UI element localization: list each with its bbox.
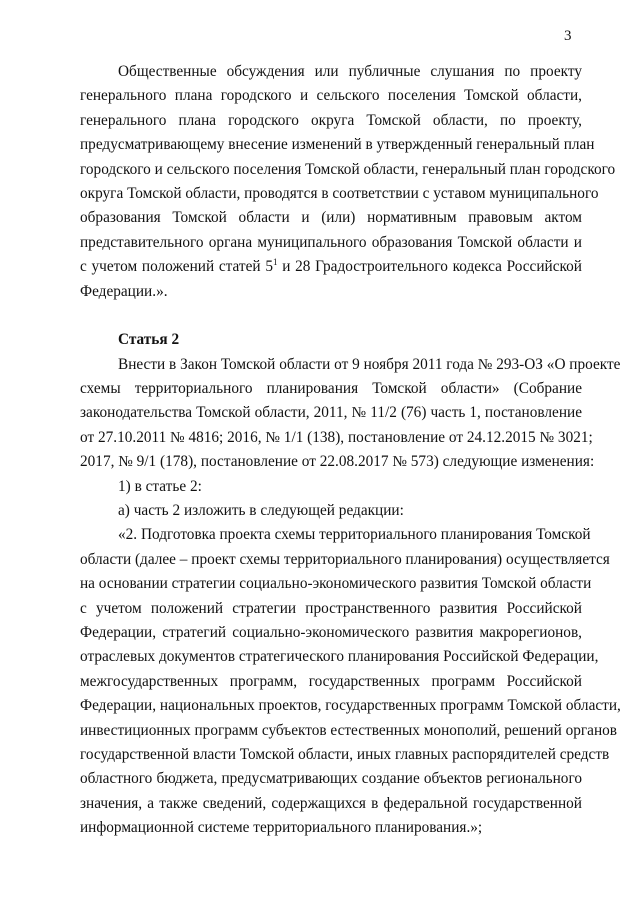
- text-fragment: с учетом положений статей 5: [80, 258, 273, 276]
- paragraph-line: государственной власти Томской области, иных главных распорядителей средств: [80, 745, 610, 763]
- paragraph-line: 2017, № 9/1 (178), постановление от 22.08.2017 № 573) следующие изменения:: [80, 453, 595, 471]
- paragraph-line: генерального плана городского и сельского поселения Томской области,: [80, 87, 582, 105]
- list-item: 1) в статье 2:: [118, 477, 202, 495]
- paragraph-line: Внести в Закон Томской области от 9 ноября 2011 года № 293-ОЗ «О проекте: [118, 355, 621, 373]
- paragraph-line-with-superscript: [80, 255, 582, 279]
- paragraph-line: городского и сельского поселения Томской области, генеральный план городского: [80, 160, 616, 178]
- paragraph-line: округа Томской области, проводятся в соответствии с уставом муниципального: [80, 184, 599, 202]
- paragraph-line: областного бюджета, предусматривающих создание объектов регионального: [80, 770, 582, 788]
- spacer: [80, 304, 582, 328]
- paragraph-line: законодательства Томской области, 2011, № 11/2 (76) часть 1, постановление: [80, 404, 582, 422]
- paragraph-line: от 27.10.2011 № 4816; 2016, № 1/1 (138), постановление от 24.12.2015 № 3021;: [80, 428, 593, 446]
- paragraph-line: генерального плана городского округа Томской области, по проекту,: [80, 111, 582, 129]
- paragraph-line: отраслевых документов стратегического планирования Российской Федерации,: [80, 648, 599, 666]
- article-heading: Статья 2: [118, 331, 180, 349]
- paragraph-line: на основании стратегии социально-экономического развития Томской области: [80, 575, 592, 593]
- page-number: 3: [564, 28, 572, 44]
- paragraph-line: межгосударственных программ, государственных программ Российской: [80, 672, 582, 690]
- paragraph-line: Общественные обсуждения или публичные слушания по проекту: [118, 63, 582, 80]
- paragraph-line: предусматривающему внесение изменений в утвержденный генеральный план: [80, 136, 595, 154]
- text-fragment: и 28 Градостроительного кодекса Российской: [277, 258, 582, 276]
- superscript: 1: [272, 257, 278, 268]
- paragraph-line: представительного органа муниципального образования Томской области и: [80, 233, 582, 251]
- paragraph-line: значения, а также сведений, содержащихся в федеральной государственной: [80, 794, 582, 812]
- list-item: а) часть 2 изложить в следующей редакции:: [118, 502, 404, 520]
- paragraph-line: Федерации.».: [80, 282, 168, 300]
- paragraph-line: образования Томской области и (или) нормативным правовым актом: [80, 209, 582, 227]
- paragraph-line: Федерации, стратегий социально-экономического развития макрорегионов,: [80, 623, 582, 641]
- paragraph-line: информационной системе территориального планирования.»;: [80, 819, 483, 837]
- document-body: [80, 60, 621, 841]
- paragraph-line: Федерации, национальных проектов, государственных программ Томской области,: [80, 697, 621, 715]
- paragraph-line: с учетом положений стратегии пространственного развития Российской: [80, 599, 582, 617]
- paragraph-line: схемы территориального планирования Томской области» (Собрание: [80, 380, 582, 398]
- paragraph-line: инвестиционных программ субъектов естественных монополий, решений органов: [80, 721, 617, 739]
- paragraph-line: «2. Подготовка проекта схемы территориального планирования Томской: [118, 526, 591, 544]
- paragraph-line: области (далее – проект схемы территориального планирования) осуществляется: [80, 550, 610, 568]
